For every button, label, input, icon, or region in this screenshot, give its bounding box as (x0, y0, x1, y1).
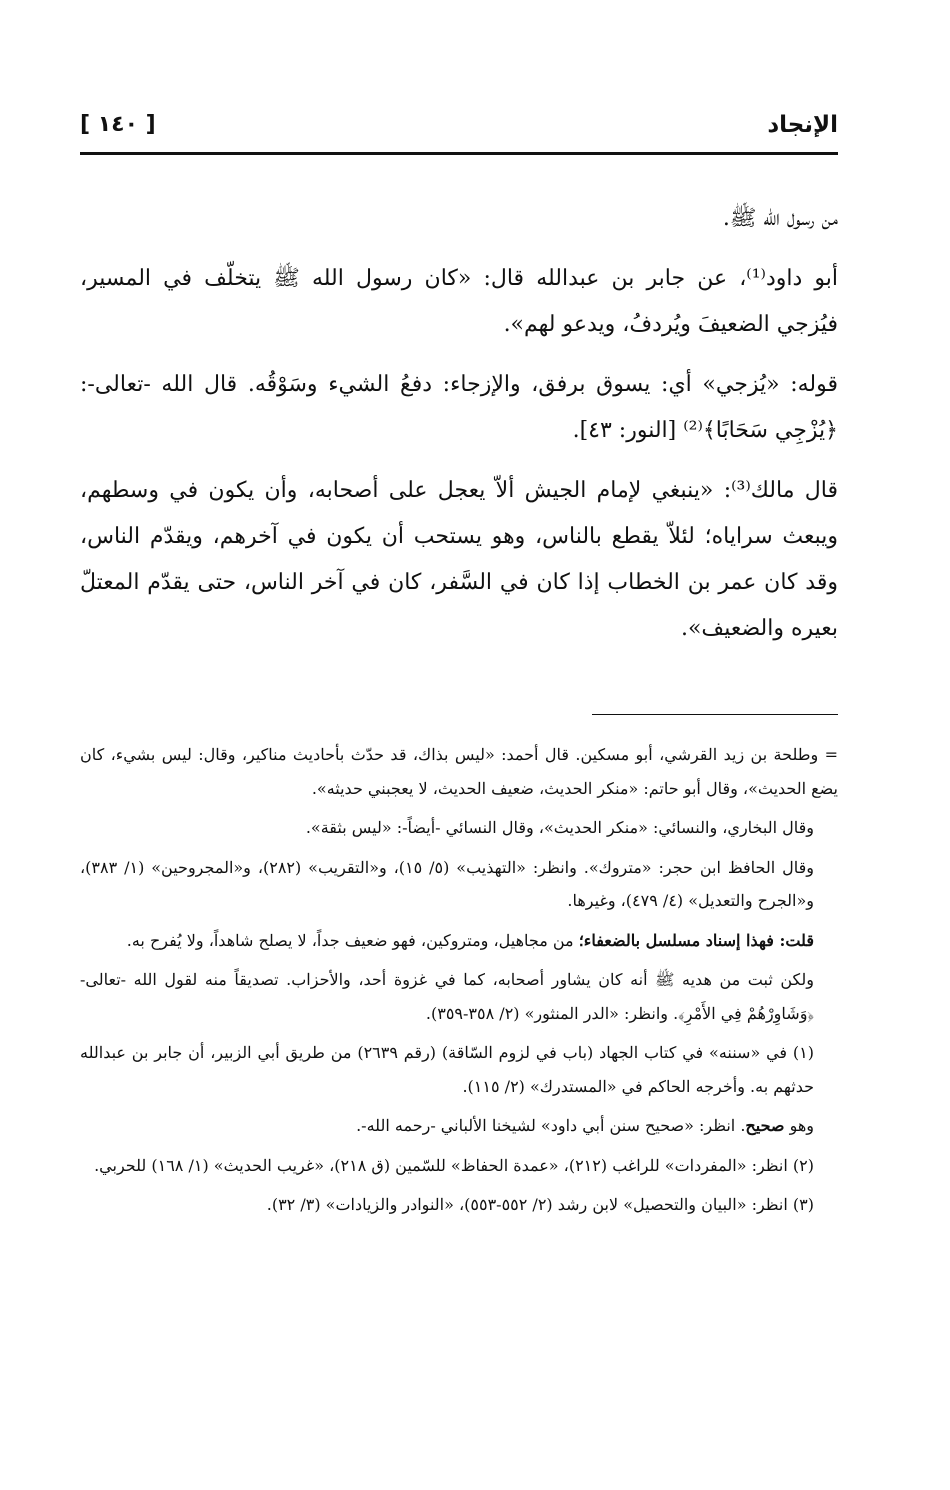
footnote-continuation-2: وقال البخاري، والنسائي: «منكر الحديث»، وقال النسائي -أيضاً-: «ليس بثقة». (305, 818, 814, 837)
paragraph-4: قال مالك⁽³⁾: «ينبغي لإمام الجيش ألاّ يعجل على أصحابه، وأن يكون في وسطهم، ويبعث سراياه؛ لئلاّ يقطع بالناس، وهو يستحب أن يكون في آخرهم، ويقدّم الناس، وقد كان عمر بن الخطاب إذا كان في السَّفر، كان في آخر الناس، حتى يقدّم المعتلّ بعيره والضعيف». (80, 478, 838, 641)
footnote-1: (١) في «سننه» في كتاب الجهاد (باب في لزوم السّاقة) (رقم ٢٦٣٩) من طريق أبي الزبير، أن جابر بن عبدالله حدثهم به. وأخرجه الحاكم في «المستدرك» (٢/ ١١٥). (80, 1043, 814, 1096)
qult-label: قلت: فهذا إسناد مسلسل بالضعفاء؛ (578, 930, 814, 950)
footnote-1-grading (80, 1109, 838, 1143)
grading-pre: وهو (784, 1116, 814, 1135)
paragraph-2: أبو داود⁽¹⁾، عن جابر بن عبدالله قال: «كان رسول الله ﷺ يتخلّف في المسير، فيُزجي الضعيفَ ويُردفُ، ويدعو لهم». (80, 266, 839, 337)
footnote-continuation-5: ولكن ثبت من هديه ﷺ أنه كان يشاور أصحابه، كما في غزوة أحد، والأحزاب. تصديقاً منه لقول الله -تعالى- ﴿وَشَاوِرْهُمْ فِي الأَمْرِ﴾. وانظر: «الدر المنثور» (٢/ ٣٥٨-٣٥٩). (80, 970, 814, 1023)
footnote-2: (٢) انظر: «المفردات» للراغب (٢١٢)، «عمدة الحفاظ» للسّمين (ق ٢١٨)، «غريب الحديث» (١/ ١٦٨) للحربي. (94, 1155, 814, 1175)
header-rule (80, 152, 838, 155)
qult-text: من مجاهيل، ومتروكين، فهو ضعيف جداً، لا يصلح شاهداً، ولا يُفرح به. (126, 930, 579, 950)
paragraph-3: قوله: «يُزجي» أي: يسوق برفق، والإزجاء: دفعُ الشيء وسَوْقُه. قال الله -تعالى-: ﴿يُزْجِي سَحَابًا﴾⁽²⁾ [النور: ٤٣]. (80, 372, 838, 443)
footnote-qult (80, 924, 838, 958)
grading-post: . انظر: «صحيح سنن أبي داود» لشيخنا الألباني -رحمه الله-. (356, 1116, 746, 1135)
footnote-separator (592, 714, 838, 715)
main-text (80, 196, 838, 666)
page-header (80, 112, 838, 148)
grading-bold: صحيح (745, 1116, 785, 1135)
footnote-continuation-1: = وطلحة بن زيد القرشي، أبو مسكين. قال أحمد: «ليس بذاك، قد حدّث بأحاديث مناكير، وقال: ليس بشيء، كان يضع الحديث»، وقال أبو حاتم: «منكر الحديث، ضعيف الحديث، لا يعجبني حديثه». (80, 745, 839, 798)
running-title: الإنجاد (767, 112, 838, 138)
footnote-continuation-3: وقال الحافظ ابن حجر: «متروك». وانظر: «التهذيب» (٥/ ١٥)، و«التقريب» (٢٨٢)، و«المجروحين» (١/ ٣٨٣)، و«الجرح والتعديل» (٤/ ٤٧٩)، وغيرها. (80, 857, 814, 910)
page-number: [ ١٤٠ ] (80, 112, 156, 137)
paragraph-1: من رسول الله ﷺ. (722, 206, 838, 231)
footnotes (80, 738, 838, 1228)
footnote-3: (٣) انظر: «البيان والتحصيل» لابن رشد (٢/ ٥٥٢-٥٥٣)، «النوادر والزيادات» (٣/ ٣٢). (266, 1195, 814, 1214)
